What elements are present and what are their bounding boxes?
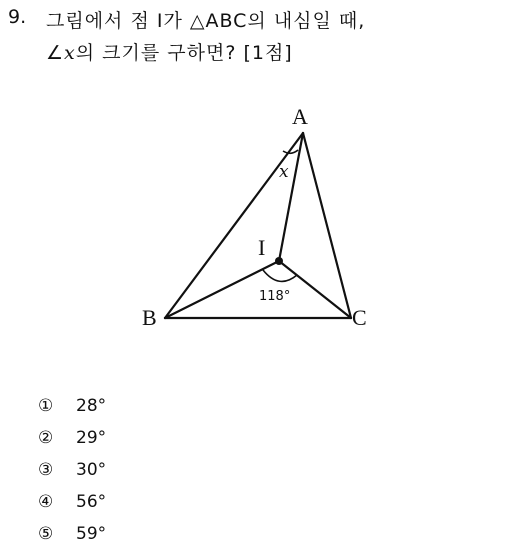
question-text-line1: 그림에서 점 I가 △ABC의 내심일 때,	[46, 10, 366, 32]
label-angle-BIC: 118°	[259, 289, 291, 304]
choice-5[interactable]	[38, 518, 106, 550]
choice-number: ③	[38, 460, 54, 480]
choice-value: 59°	[76, 524, 107, 544]
choice-number: ④	[38, 492, 54, 512]
choice-1[interactable]	[38, 390, 106, 422]
choice-2[interactable]	[38, 422, 106, 454]
variable-x: x	[64, 42, 76, 64]
label-x: x	[279, 162, 289, 182]
choice-number: ①	[38, 396, 54, 416]
label-C: C	[352, 305, 367, 330]
label-I: I	[258, 235, 266, 260]
label-B: B	[142, 305, 157, 330]
choice-number: ②	[38, 428, 54, 448]
choice-value: 56°	[76, 492, 107, 512]
segment-AI	[279, 133, 303, 261]
question-number: 9.	[8, 6, 27, 28]
choice-value: 29°	[76, 428, 107, 448]
choice-value: 28°	[76, 396, 107, 416]
label-A: A	[292, 104, 308, 129]
choice-4[interactable]	[38, 486, 106, 518]
segment-AC	[303, 133, 351, 318]
choice-3[interactable]	[38, 454, 106, 486]
incenter-point	[275, 257, 283, 265]
choice-value: 30°	[76, 460, 107, 480]
choice-number: ⑤	[38, 524, 54, 544]
question-text-line2-suffix: 의 크기를 구하면? [1점]	[75, 42, 293, 64]
angle-symbol: ∠	[46, 42, 65, 64]
answer-choices	[38, 390, 106, 550]
